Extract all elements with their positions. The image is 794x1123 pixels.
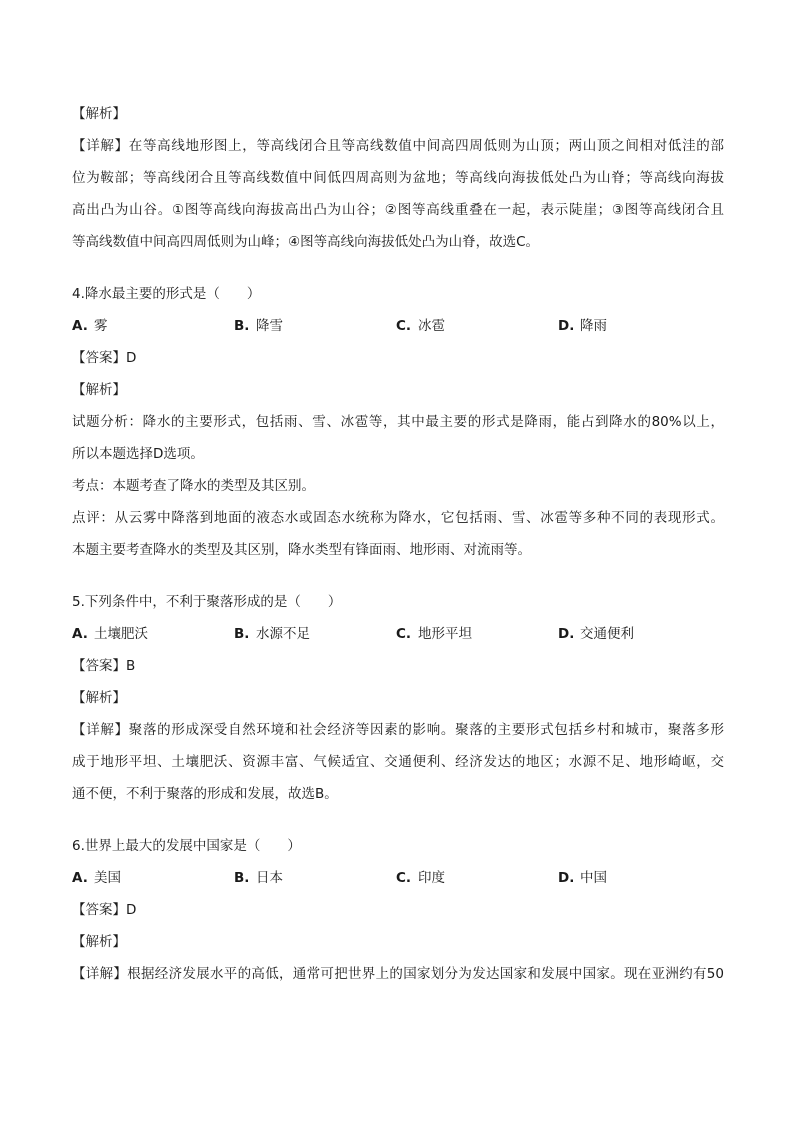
option-b: B. 日本 <box>234 870 283 886</box>
analysis-line: 【详解】聚落的形成深受自然环境和社会经济等因素的影响。聚落的主要形式包括乡村和城市，聚落多形 <box>72 722 724 738</box>
analysis-label: 【解析】 <box>72 106 126 122</box>
option-a: A. 雾 <box>72 318 108 334</box>
analysis-label: 【解析】 <box>72 934 126 950</box>
option-d: D. 交通便利 <box>558 626 634 642</box>
analysis-label: 【解析】 <box>72 690 126 706</box>
analysis-line: 通不便，不利于聚落的形成和发展，故选B。 <box>72 786 338 802</box>
option-b: B. 降雪 <box>234 318 283 334</box>
option-d: D. 中国 <box>558 870 607 886</box>
option-c: C. 印度 <box>396 870 445 886</box>
analysis-line: 【详解】在等高线地形图上，等高线闭合且等高线数值中间高四周低则为山顶；两山顶之间相对低洼的部 <box>72 138 724 154</box>
analysis-line: 等高线数值中间高四周低则为山峰；④图等高线向海拔低处凸为山脊，故选C。 <box>72 234 540 250</box>
analysis-line: 本题主要考查降水的类型及其区别，降水类型有锋面雨、地形雨、对流雨等。 <box>72 542 531 558</box>
analysis-line: 成于地形平坦、土壤肥沃、资源丰富、气候适宜、交通便利、经济发达的地区；水源不足、地形崎岖，交 <box>72 754 724 770</box>
option-d: D. 降雨 <box>558 318 607 334</box>
analysis-label: 【解析】 <box>72 382 126 398</box>
question-5: 5.下列条件中，不利于聚落形成的是（ ） <box>72 594 342 610</box>
analysis-line: 所以本题选择D选项。 <box>72 446 204 462</box>
question-4-options <box>72 310 724 342</box>
answer-label: 【答案】B <box>72 658 136 674</box>
analysis-line: 高出凸为山谷。①图等高线向海拔高出凸为山谷；②图等高线重叠在一起，表示陡崖；③图等高线闭合且 <box>72 202 724 218</box>
option-c: C. 冰雹 <box>396 318 445 334</box>
analysis-line: 考点：本题考查了降水的类型及其区别。 <box>72 478 315 494</box>
option-a: A. 土壤肥沃 <box>72 626 148 642</box>
analysis-line: 点评：从云雾中降落到地面的液态水或固态水统称为降水，它包括雨、雪、冰雹等多种不同的表现形式。 <box>72 510 724 526</box>
answer-label: 【答案】D <box>72 350 137 366</box>
option-b: B. 水源不足 <box>234 626 310 642</box>
analysis-line: 【详解】根据经济发展水平的高低，通常可把世界上的国家划分为发达国家和发展中国家。现在亚洲约有50 <box>72 966 724 982</box>
analysis-line: 位为鞍部；等高线闭合且等高线数值中间低四周高则为盆地；等高线向海拔低处凸为山脊；等高线向海拔 <box>72 170 724 186</box>
question-6-options <box>72 862 724 894</box>
question-4: 4.降水最主要的形式是（ ） <box>72 286 261 302</box>
question-6: 6.世界上最大的发展中国家是（ ） <box>72 838 301 854</box>
option-c: C. 地形平坦 <box>396 626 472 642</box>
document-page <box>72 98 724 990</box>
analysis-line: 试题分析：降水的主要形式，包括雨、雪、冰雹等，其中最主要的形式是降雨，能占到降水的80%以上， <box>72 414 724 430</box>
option-a: A. 美国 <box>72 870 121 886</box>
answer-label: 【答案】D <box>72 902 137 918</box>
question-5-options <box>72 618 724 650</box>
